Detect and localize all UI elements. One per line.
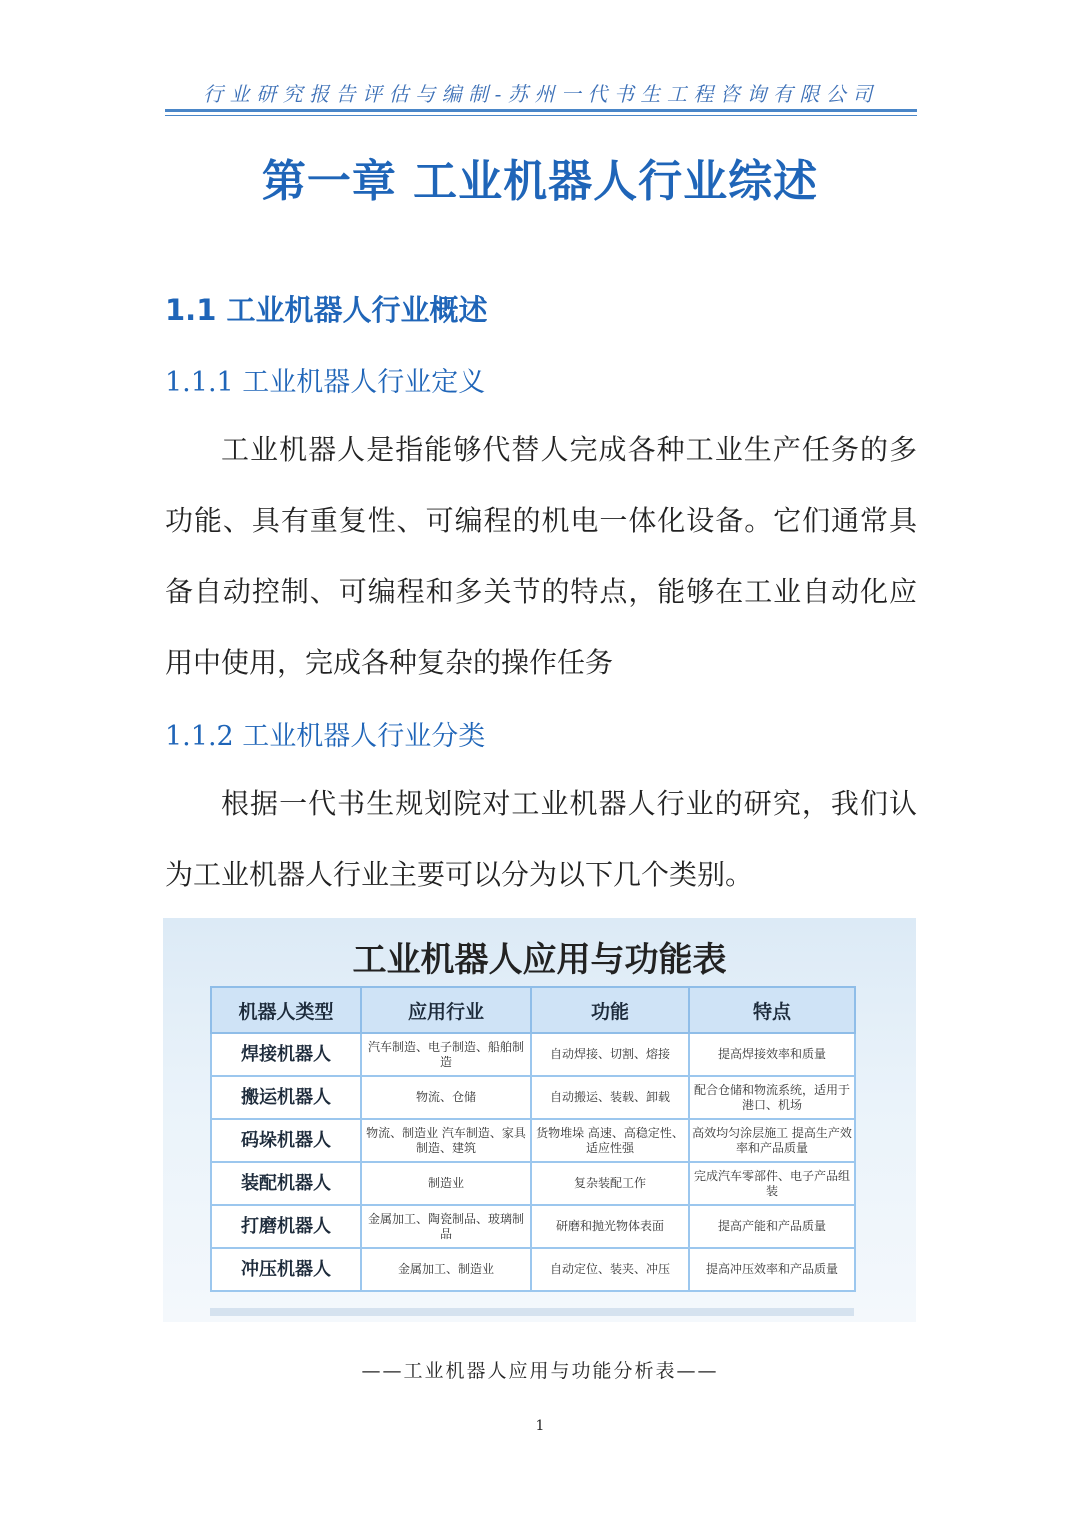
cell-type: 冲压机器人 [211,1248,361,1291]
cell-function: 研磨和抛光物体表面 [531,1205,689,1248]
cell-function: 复杂装配工作 [531,1162,689,1205]
page-header [165,78,917,114]
cell-feature: 完成汽车零部件、电子产品组装 [689,1162,855,1205]
table-row [211,1033,855,1076]
cell-feature: 配合仓储和物流系统，适用于港口、机场 [689,1076,855,1119]
table-shadow [210,1308,854,1316]
col-header-function: 功能 [531,987,689,1033]
col-header-type: 机器人类型 [211,987,361,1033]
cell-industry: 物流、制造业 汽车制造、家具制造、建筑 [361,1119,531,1162]
chapter-title: 第一章 工业机器人行业综述 [261,156,819,207]
table-row [211,1119,855,1162]
cell-type: 打磨机器人 [211,1205,361,1248]
cell-feature: 提高焊接效率和质量 [689,1033,855,1076]
cell-type: 搬运机器人 [211,1076,361,1119]
cell-industry: 物流、仓储 [361,1076,531,1119]
definition-paragraph: 工业机器人是指能够代替人完成各种工业生产任务的多功能、具有重复性、可编程的机电一体化设备。它们通常具备自动控制、可编程和多关节的特点，能够在工业自动化应用中使用，完成各种复杂的操作任务 [165,433,917,679]
table-row [211,1248,855,1291]
header-rule-thin [165,115,917,116]
col-header-industry: 应用行业 [361,987,531,1033]
subsection-title-classification: 1.1.2 工业机器人行业分类 [165,721,486,752]
col-header-feature: 特点 [689,987,855,1033]
cell-industry: 金属加工、陶瓷制品、玻璃制品 [361,1205,531,1248]
application-function-figure [163,918,916,1322]
cell-feature: 高效均匀涂层施工 提高生产效率和产品质量 [689,1119,855,1162]
cell-industry: 制造业 [361,1162,531,1205]
table-row [211,1076,855,1119]
table-row [211,1162,855,1205]
cell-industry: 金属加工、制造业 [361,1248,531,1291]
figure-title: 工业机器人应用与功能表 [352,940,727,980]
cell-feature: 提高产能和产品质量 [689,1205,855,1248]
cell-function: 自动搬运、装载、卸载 [531,1076,689,1119]
table-row [211,1205,855,1248]
cell-function: 自动定位、装夹、冲压 [531,1248,689,1291]
table-header-row [211,987,855,1033]
section-title: 1.1 工业机器人行业概述 [165,293,488,327]
cell-industry: 汽车制造、电子制造、船舶制造 [361,1033,531,1076]
cell-type: 码垛机器人 [211,1119,361,1162]
header-text: 行业研究报告评估与编制-苏州一代书生工程咨询有限公司 [203,82,879,106]
cell-type: 焊接机器人 [211,1033,361,1076]
figure-caption: ——工业机器人应用与功能分析表—— [361,1360,719,1382]
cell-function: 货物堆垛 高速、高稳定性、适应性强 [531,1119,689,1162]
page-number: 1 [535,1418,545,1434]
classification-paragraph: 根据一代书生规划院对工业机器人行业的研究，我们认为工业机器人行业主要可以分为以下几个类别。 [165,787,917,891]
cell-feature: 提高冲压效率和产品质量 [689,1248,855,1291]
cell-type: 装配机器人 [211,1162,361,1205]
header-rule-thick [165,109,917,112]
subsection-title-definition: 1.1.1 工业机器人行业定义 [165,367,486,398]
robot-function-table [210,986,856,1292]
cell-function: 自动焊接、切割、熔接 [531,1033,689,1076]
